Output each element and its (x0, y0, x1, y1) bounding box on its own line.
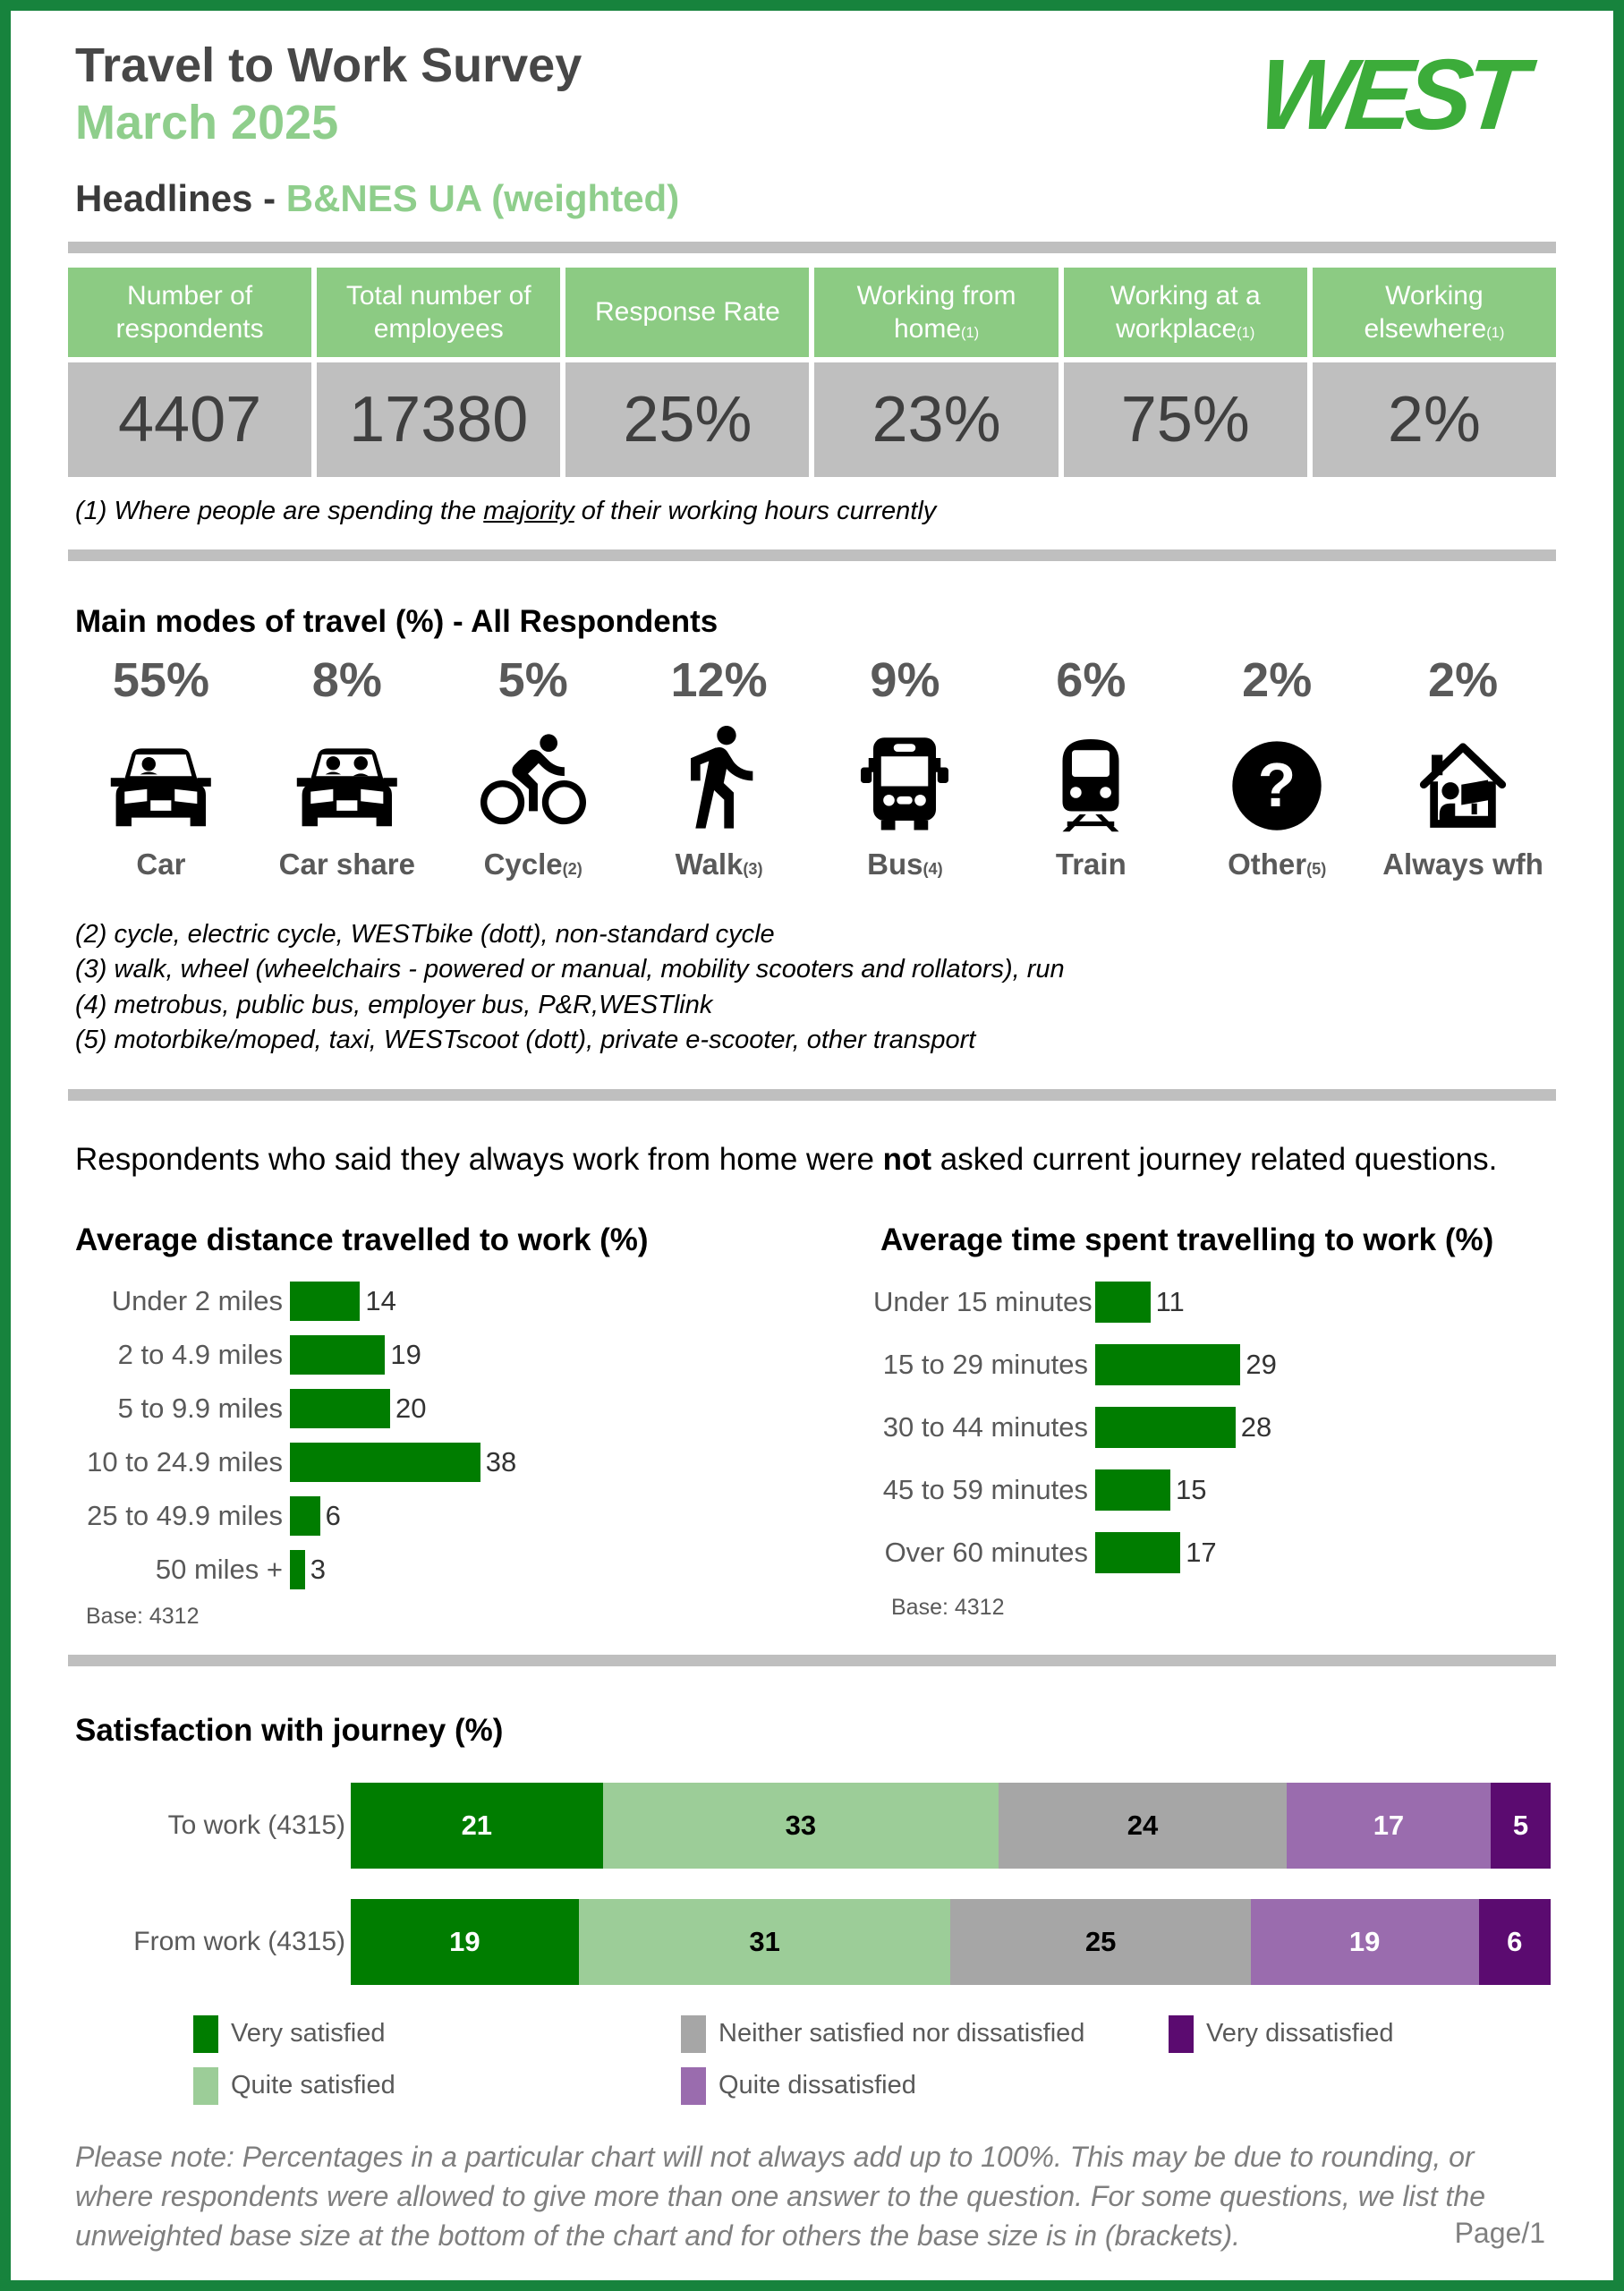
distance-chart-bars (68, 1282, 873, 1589)
mode-label-cycle: Cycle(2) (483, 847, 582, 881)
satisfaction-section-title: Satisfaction with journey (%) (75, 1712, 504, 1748)
stat-value-working-at-a-workplace: 75% (1064, 362, 1307, 477)
home-wfh-icon (1370, 715, 1556, 833)
headlines-line (75, 177, 1556, 220)
time-chart-bars (873, 1282, 1556, 1573)
wfh-note (75, 1142, 1556, 1178)
mode-always-wfh (1370, 652, 1556, 881)
segment-very-dissatisfied: 5 (1491, 1783, 1551, 1869)
mode-pct-walk: 12% (670, 653, 768, 707)
bar-value: 17 (1186, 1536, 1217, 1568)
segment-very-satisfied: 21 (351, 1783, 603, 1869)
mode-footnote: (3) walk, wheel (wheelchairs - powered or manual, mobility scooters and rollators), run (75, 955, 1065, 984)
bar (1095, 1469, 1170, 1511)
stat-value-working-elsewhere: 2% (1313, 362, 1556, 477)
modes-row (68, 652, 1556, 881)
legend-very-satisfied (193, 2015, 681, 2053)
bar-label: Under 2 miles (111, 1284, 283, 1316)
stat-value-working-from-home: 23% (814, 362, 1058, 477)
bar-label: 25 to 49.9 miles (87, 1499, 283, 1531)
mode-cycle (440, 652, 626, 881)
bar-row-25-to-49-9-miles (68, 1496, 873, 1536)
west-logo: WEST (1253, 38, 1526, 150)
satisfaction-legend (193, 2015, 1556, 2105)
mode-pct-car-share: 8% (311, 653, 382, 707)
title-block (68, 32, 582, 150)
mode-pct-car: 55% (112, 653, 209, 707)
bar-value: 15 (1176, 1473, 1207, 1505)
stacked-bar-from-work-4315 (68, 1899, 1556, 1985)
legend-swatch (193, 2015, 218, 2053)
bar-value: 6 (325, 1499, 341, 1531)
time-chart-base: Base: 4312 (891, 1594, 1005, 1620)
bar-row-10-to-24-9-miles (68, 1443, 873, 1482)
segment-quite-dissatisfied: 19 (1251, 1899, 1479, 1985)
bar (290, 1335, 385, 1375)
stacked-bar-label: To work (4315) (167, 1810, 345, 1840)
stats-value-row (68, 362, 1556, 477)
mode-label-walk: Walk(3) (675, 847, 763, 881)
stacked-bar (351, 1783, 1551, 1869)
bar-row-over-60-minutes (873, 1532, 1556, 1573)
divider (68, 242, 1556, 253)
headlines-label: Headlines - (75, 177, 286, 219)
train-icon (998, 715, 1184, 833)
mode-label-always-wfh: Always wfh (1382, 847, 1543, 881)
wfh-note-pre: Respondents who said they always work from home were (75, 1141, 883, 1177)
bar (290, 1389, 390, 1428)
distance-chart-title: Average distance travelled to work (%) (75, 1222, 649, 1257)
bar (290, 1443, 480, 1482)
mode-car-share (254, 652, 440, 881)
mode-pct-other: 2% (1242, 653, 1313, 707)
mode-label-other: Other(5) (1228, 847, 1327, 881)
bar-label: 10 to 24.9 miles (87, 1445, 283, 1478)
bar (290, 1282, 360, 1321)
mode-label-bus: Bus(4) (867, 847, 943, 881)
stacked-bar-to-work-4315 (68, 1783, 1556, 1869)
bar (1095, 1282, 1151, 1323)
segment-very-satisfied: 19 (351, 1899, 579, 1985)
distance-chart (68, 1222, 873, 1630)
bar-value: 14 (365, 1284, 396, 1316)
legend-swatch (681, 2015, 706, 2053)
legend-very-dissatisfied (1169, 2015, 1556, 2053)
page-subtitle: March 2025 (75, 96, 339, 149)
mode-bus (812, 652, 999, 881)
bar-value: 28 (1240, 1410, 1272, 1443)
bar-value: 11 (1155, 1285, 1185, 1317)
page-title: Travel to Work Survey (75, 38, 582, 92)
stat-header-response-rate: Response Rate (565, 268, 809, 357)
svg-text:?: ? (1257, 750, 1297, 821)
mode-pct-train: 6% (1056, 653, 1127, 707)
segment-neither-satisfied-nor-dissatisfied: 25 (950, 1899, 1250, 1985)
stat-header-working-from-home: Working from home(1) (814, 268, 1058, 357)
bar-row-45-to-59-minutes (873, 1469, 1556, 1511)
bar-label: 45 to 59 minutes (882, 1473, 1088, 1505)
time-chart (873, 1222, 1556, 1630)
bar-value: 38 (485, 1445, 517, 1478)
divider (68, 1655, 1556, 1666)
legend-swatch (193, 2067, 218, 2105)
bar-row-under-2-miles (68, 1282, 873, 1321)
page-header (68, 32, 1556, 150)
stat-header-number-of-respondents: Number of respondents (68, 268, 311, 357)
cycle-icon (440, 715, 626, 833)
legend-label: Neither satisfied nor dissatisfied (718, 2019, 1085, 2048)
segment-quite-satisfied: 33 (603, 1783, 999, 1869)
bar-value: 19 (390, 1338, 421, 1370)
please-note: Please note: Percentages in a particular chart will not always add up to 100%. This may be due to rounding, or where respondents were allowed to give more than one answer to the question. For some questions, we list the unweighted base size at the bottom of the chart and for others the base size is in (brackets). (75, 2140, 1485, 2253)
bar-row-2-to-4-9-miles (68, 1335, 873, 1375)
mode-car (68, 652, 254, 881)
stat-value-response-rate: 25% (565, 362, 809, 477)
satisfaction-chart (68, 1783, 1556, 1985)
modes-footnotes (75, 917, 1556, 1059)
mode-footnote: (4) metrobus, public bus, employer bus, P&R,WESTlink (75, 990, 713, 1019)
bar-value: 29 (1246, 1348, 1277, 1380)
bar-label: 30 to 44 minutes (882, 1410, 1088, 1443)
stats-footnote-underlined: majority (483, 497, 574, 525)
legend-label: Very satisfied (231, 2019, 386, 2048)
stacked-bar-label: From work (4315) (133, 1926, 345, 1956)
mode-train (998, 652, 1184, 881)
bar-row-30-to-44-minutes (873, 1407, 1556, 1448)
stats-footnote-post: of their working hours currently (574, 497, 937, 525)
bar-value: 3 (310, 1553, 327, 1585)
legend-label: Very dissatisfied (1206, 2019, 1394, 2048)
question-icon (1184, 715, 1370, 833)
segment-neither-satisfied-nor-dissatisfied: 24 (999, 1783, 1287, 1869)
bar (290, 1550, 305, 1589)
mode-pct-cycle: 5% (497, 653, 568, 707)
bar-row-5-to-9-9-miles (68, 1389, 873, 1428)
bar-row-50-miles (68, 1550, 873, 1589)
divider (68, 1089, 1556, 1101)
headlines-weighted: (weighted) (480, 177, 680, 219)
divider (68, 549, 1556, 561)
stacked-bar (351, 1899, 1551, 1985)
bar-row-15-to-29-minutes (873, 1344, 1556, 1385)
bar-label: Over 60 minutes (884, 1536, 1088, 1568)
mode-pct-bus: 9% (870, 653, 940, 707)
stat-header-total-number-of-employees: Total number of employees (317, 268, 560, 357)
stat-value-total-number-of-employees: 17380 (317, 362, 560, 477)
segment-quite-dissatisfied: 17 (1287, 1783, 1491, 1869)
page-number: Page/1 (1454, 2217, 1545, 2249)
stats-header-row (68, 268, 1556, 357)
bar-value: 20 (395, 1392, 427, 1424)
legend-swatch (681, 2067, 706, 2105)
walk-icon (626, 715, 812, 833)
modes-section-title: Main modes of travel (%) - All Respondents (75, 604, 718, 639)
stat-value-number-of-respondents: 4407 (68, 362, 311, 477)
mode-walk (626, 652, 812, 881)
bar (1095, 1407, 1236, 1448)
bar (1095, 1532, 1180, 1573)
bar-label: 50 miles + (155, 1553, 283, 1585)
legend-quite-satisfied (193, 2067, 681, 2105)
legend-neither-satisfied-nor-dissatisfied (681, 2015, 1169, 2053)
legend-label: Quite dissatisfied (718, 2071, 916, 2100)
mode-pct-always-wfh: 2% (1428, 653, 1499, 707)
wfh-note-post: asked current journey related questions. (931, 1141, 1498, 1177)
bar-row-under-15-minutes (873, 1282, 1556, 1323)
legend-swatch (1169, 2015, 1194, 2053)
bar-label: Under 15 minutes (873, 1285, 1093, 1317)
mode-footnote: (2) cycle, electric cycle, WESTbike (dott), non-standard cycle (75, 920, 775, 949)
time-chart-title: Average time spent travelling to work (%) (880, 1222, 1494, 1257)
stats-footnote-pre: (1) Where people are spending the (75, 497, 484, 525)
stat-header-working-at-a-workplace: Working at a workplace(1) (1064, 268, 1307, 357)
legend-quite-dissatisfied (681, 2067, 1169, 2105)
mode-label-car: Car (136, 847, 186, 881)
bar-label: 2 to 4.9 miles (117, 1338, 283, 1370)
segment-quite-satisfied: 31 (579, 1899, 951, 1985)
mode-label-car-share: Car share (278, 847, 415, 881)
stat-header-working-elsewhere: Working elsewhere(1) (1313, 268, 1556, 357)
mode-footnote: (5) motorbike/moped, taxi, WESTscoot (dott), private e-scooter, other transport (75, 1026, 976, 1055)
bar (1095, 1344, 1240, 1385)
stats-footnote (75, 497, 1556, 526)
wfh-note-bold: not (882, 1141, 932, 1177)
distance-chart-base: Base: 4312 (86, 1603, 200, 1629)
car-icon (68, 715, 254, 833)
bus-icon (812, 715, 999, 833)
car-share-icon (254, 715, 440, 833)
bar-label: 15 to 29 minutes (882, 1348, 1088, 1380)
mode-label-train: Train (1055, 847, 1127, 881)
mode-other (1184, 652, 1370, 881)
legend-label: Quite satisfied (231, 2071, 395, 2100)
headlines-area: B&NES UA (285, 177, 481, 219)
segment-very-dissatisfied: 6 (1479, 1899, 1551, 1985)
bar (290, 1496, 320, 1536)
charts-row (68, 1222, 1556, 1630)
bar-label: 5 to 9.9 miles (117, 1392, 283, 1424)
